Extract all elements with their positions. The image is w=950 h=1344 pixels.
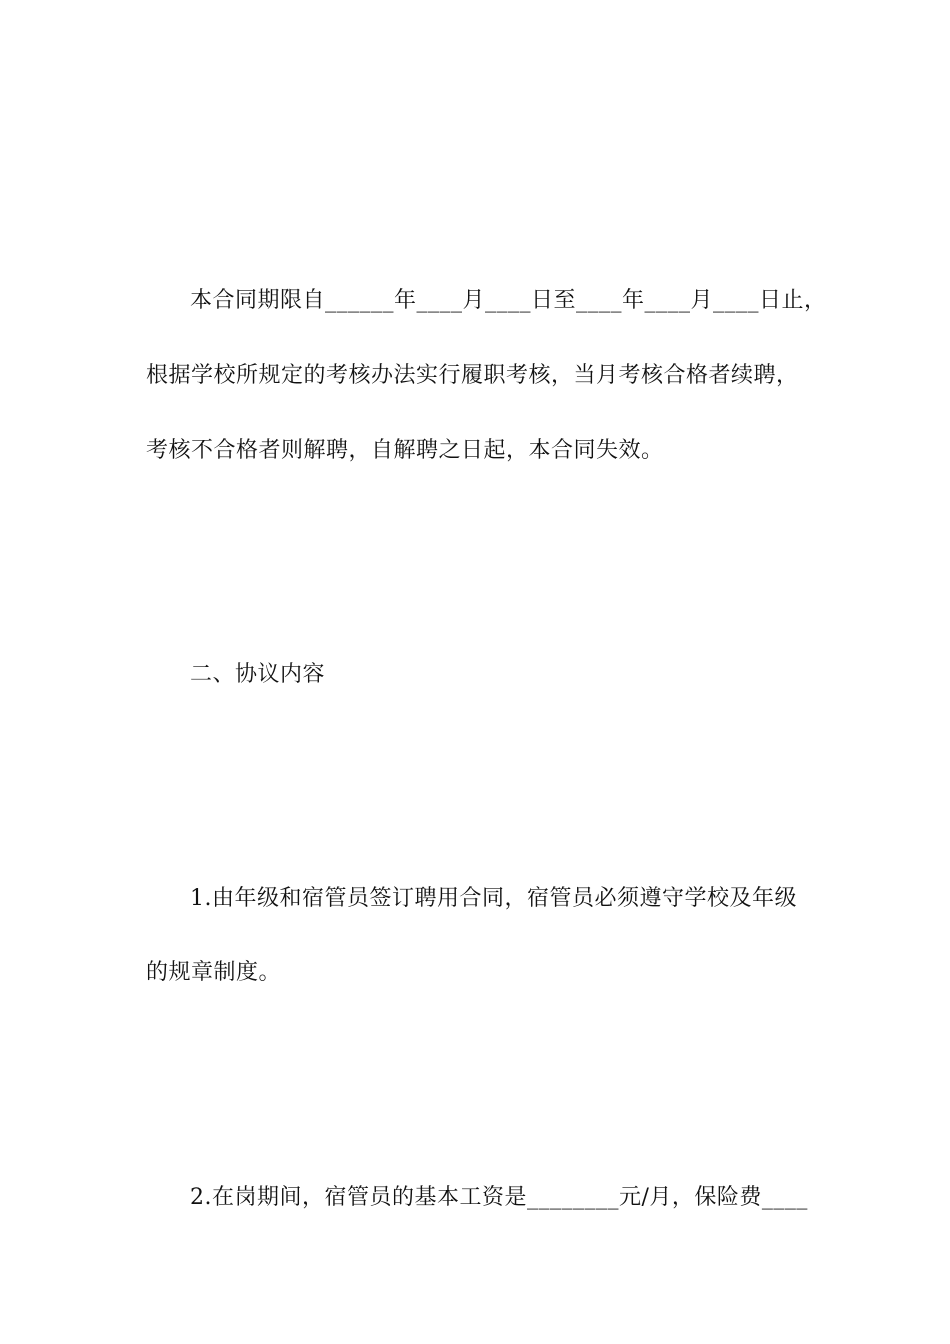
clause-1-line-1: 1.由年级和宿管员签订聘用合同，宿管员必须遵守学校及年级 <box>190 886 797 911</box>
contract-term-line-2: 根据学校所规定的考核办法实行履职考核，当月考核合格者续聘， <box>146 363 799 388</box>
contract-term-line-3: 考核不合格者则解聘，自解聘之日起，本合同失效。 <box>146 438 664 463</box>
clause-2-line-1: 2.在岗期间，宿管员的基本工资是________元/月，保险费____ <box>190 1185 808 1210</box>
contract-term-line-1: 本合同期限自______年____月____日至____年____月____日止， <box>190 288 827 313</box>
clause-1-line-2: 的规章制度。 <box>146 960 282 985</box>
section-heading-agreement-content: 二、协议内容 <box>190 662 326 687</box>
